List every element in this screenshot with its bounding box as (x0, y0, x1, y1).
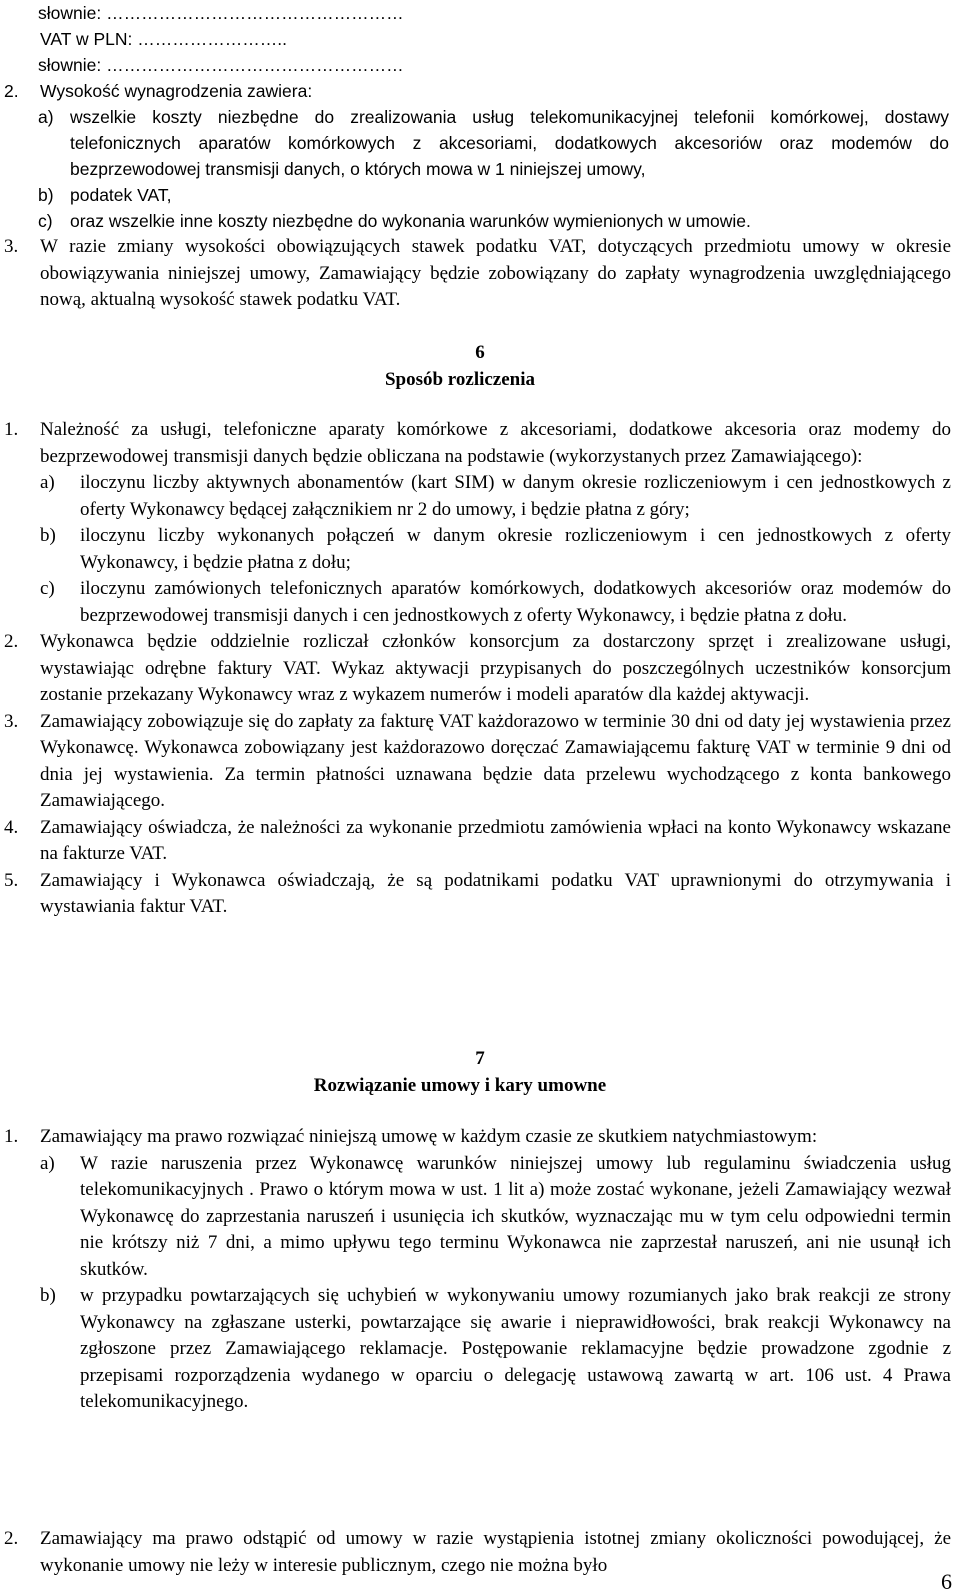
section-6-symbol: 6 (475, 342, 485, 363)
item-text: W razie zmiany wysokości obowiązujących stawek podatku VAT, dotyczących przedmiotu umowy w okresie obowiązywania niniejszej umowy, Zamawiający będzie zobowiązany do zapłaty wynagrodzenia uwzględniającego nową, aktualną wysokość stawek podatku VAT. (40, 236, 951, 310)
paragraph-3 (4, 234, 951, 314)
sub-label: b) (40, 1285, 56, 1306)
section-6-title: Sposób rozliczenia (384, 369, 536, 390)
sub-text: wszelkie koszty niezbędne do zrealizowania usług telekomunikacyjnej telefonii komórkowej, dostawy telefonicznych aparatów komórkowych z akcesoriami, dodatkowych akcesoriów oraz modemów do bezprzewodowej transmisji danych, o których mowa w 1 niniejszej umowy, (70, 107, 949, 179)
item-text: Należność za usługi, telefoniczne aparaty komórkowe z akcesoriami, dodatkowe akcesoria oraz modemy do bezprzewodowej transmisji danych będzie obliczana na podstawie (wykorzystanych przez Zamawiającego): (40, 419, 951, 467)
item-number: 2. (4, 631, 19, 652)
sub-text: iloczynu liczby aktywnych abonamentów (kart SIM) w danym okresie rozliczeniowym i cen jednostkowych z oferty Wykonawcy będącej załącznikiem nr 2 do umowy, i będzie płatna z góry; (80, 472, 951, 520)
sub-text: oraz wszelkie inne koszty niezbędne do wykonania warunków wymienionych w umowie. (70, 211, 751, 231)
sub-text: iloczynu zamówionych telefonicznych aparatów komórkowych, dodatkowych akcesoriów oraz modemów do bezprzewodowej transmisji danych i cen jednostkowych z oferty Wykonawcy, i będzie płatna z dołu. (80, 578, 951, 626)
s7-item-1 (4, 1124, 951, 1151)
s6-item-5 (4, 868, 951, 921)
item-number: 3. (4, 710, 19, 732)
paragraph-2 (4, 78, 949, 234)
s6-sub-a (4, 470, 951, 523)
s6-sub-b (4, 523, 951, 576)
item-text: Zamawiający oświadcza, że należności za wykonanie przedmiotu zamówienia wpłaci na konto Wykonawcy wskazane na fakturze VAT. (40, 816, 951, 864)
item-text: Zamawiający zobowiązuje się do zapłaty za fakturę VAT każdorazowo w terminie 30 dni od daty jej wystawienia przez Wykonawcę. Wykonawca zobowiązany jest każdorazowo doręczać Zamawiającemu fakturę VAT w terminie 9 dni od dnia jej wystawienia. Za termin płatności uznawana będzie data przelewu wychodzącego z konta bankowego Zamawiającego. (40, 710, 951, 811)
sub-text: w przypadku powtarzających się uchybień w wykonywaniu umowy rozumianych jako brak reakcji ze strony Wykonawcy na zgłaszane usterki, powtarzające się awarie i nieprawidłowości, brak reakcji Wykonawcy na zgłoszone przez Zamawiającego reklamacje. Postępowanie reklamacyjne będzie prowadzone zgodnie z przepisami rozporządzenia wydanego w oparciu o delegację ustawową zawartą w art. 106 ust. 4 Prawa telekomunikacyjnego. (80, 1285, 951, 1412)
sub-text: podatek VAT, (70, 185, 172, 205)
sub-text: iloczynu liczby wykonanych połączeń w danym okresie rozliczeniowym i cen jednostkowych z oferty Wykonawcy, i będzie płatna z dołu; (80, 525, 951, 573)
s6-item-1 (4, 417, 951, 470)
page-number: 6 (941, 1569, 952, 1594)
sub-label: b) (40, 525, 56, 546)
item-text: Zamawiający ma prawo odstąpić od umowy w razie wystąpienia istotnej zmiany okoliczności powodującej, że wykonanie umowy nie leży w interesie publicznym, czego nie można było (40, 1528, 951, 1576)
section-7-title: Rozwiązanie umowy i kary umowne (313, 1075, 607, 1096)
s7-sub-a (4, 1151, 951, 1284)
item-number: 1. (4, 419, 19, 440)
item-text: Zamawiający i Wykonawca oświadczają, że są podatnikami podatku VAT uprawnionymi do otrzymywania i wystawiania faktur VAT. (40, 869, 951, 917)
s7-item-2 (4, 1526, 951, 1579)
s6-item-2 (4, 629, 951, 709)
sub-label: a) (38, 107, 54, 127)
item-number: 2. (4, 81, 19, 101)
sub-label: a) (40, 1152, 55, 1174)
item-number: 5. (4, 869, 19, 891)
section-6-body (4, 417, 951, 921)
item-number: 4. (4, 816, 19, 838)
sub-label: c) (40, 578, 55, 599)
price-line: słownie: …………………………………………… (38, 3, 404, 23)
item-text: Zamawiający ma prawo rozwiązać niniejszą umowę w każdym czasie ze skutkiem natychmiastowym: (40, 1126, 818, 1147)
sub-label: b) (38, 185, 54, 205)
sub-text: W razie naruszenia przez Wykonawcę warunków niniejszej umowy lub regulaminu świadczenia usług telekomunikacyjnych . Prawo o którym mowa w ust. 1 lit a) może zostać wykonane, jeżeli Zamawiający wezwał Wykonawcę do zaprzestania naruszeń i usunięcia ich skutków, wyznaczając mu w tym celu odpowiedni termin nie krótszy niż 7 dni, a mimo upływu tego terminu Wykonawca nie zaprzestał naruszeń, ani nie usunął ich skutków. (80, 1152, 951, 1280)
item-number: 2. (4, 1528, 19, 1549)
sub-label: c) (38, 211, 53, 231)
item-number: 1. (4, 1126, 19, 1147)
sub-label: a) (40, 472, 55, 493)
item-text: Wykonawca będzie oddzielnie rozliczał członków konsorcjum za dostarczony sprzęt i zrealizowane usługi, wystawiając odrębne faktury VAT. Wykaz aktywacji przypisanych do poszczególnych uczestników konsorcjum zostanie przekazany Wykonawcy wraz z wykazem numerów i modeli aparatów dla każdej aktywacji. (40, 631, 951, 705)
price-line: słownie: …………………………………………… (38, 55, 404, 75)
price-lines (38, 0, 953, 78)
s6-sub-c (4, 576, 951, 629)
section-7-body (4, 1124, 951, 1416)
section-7-symbol: 7 (475, 1048, 485, 1069)
item-text: Wysokość wynagrodzenia zawiera: (40, 81, 313, 101)
s6-item-4 (4, 815, 951, 868)
price-line: VAT w PLN: …………………….. (40, 29, 287, 49)
s7-sub-b (4, 1283, 951, 1416)
s6-item-3 (4, 709, 951, 815)
item-number: 3. (4, 236, 19, 257)
